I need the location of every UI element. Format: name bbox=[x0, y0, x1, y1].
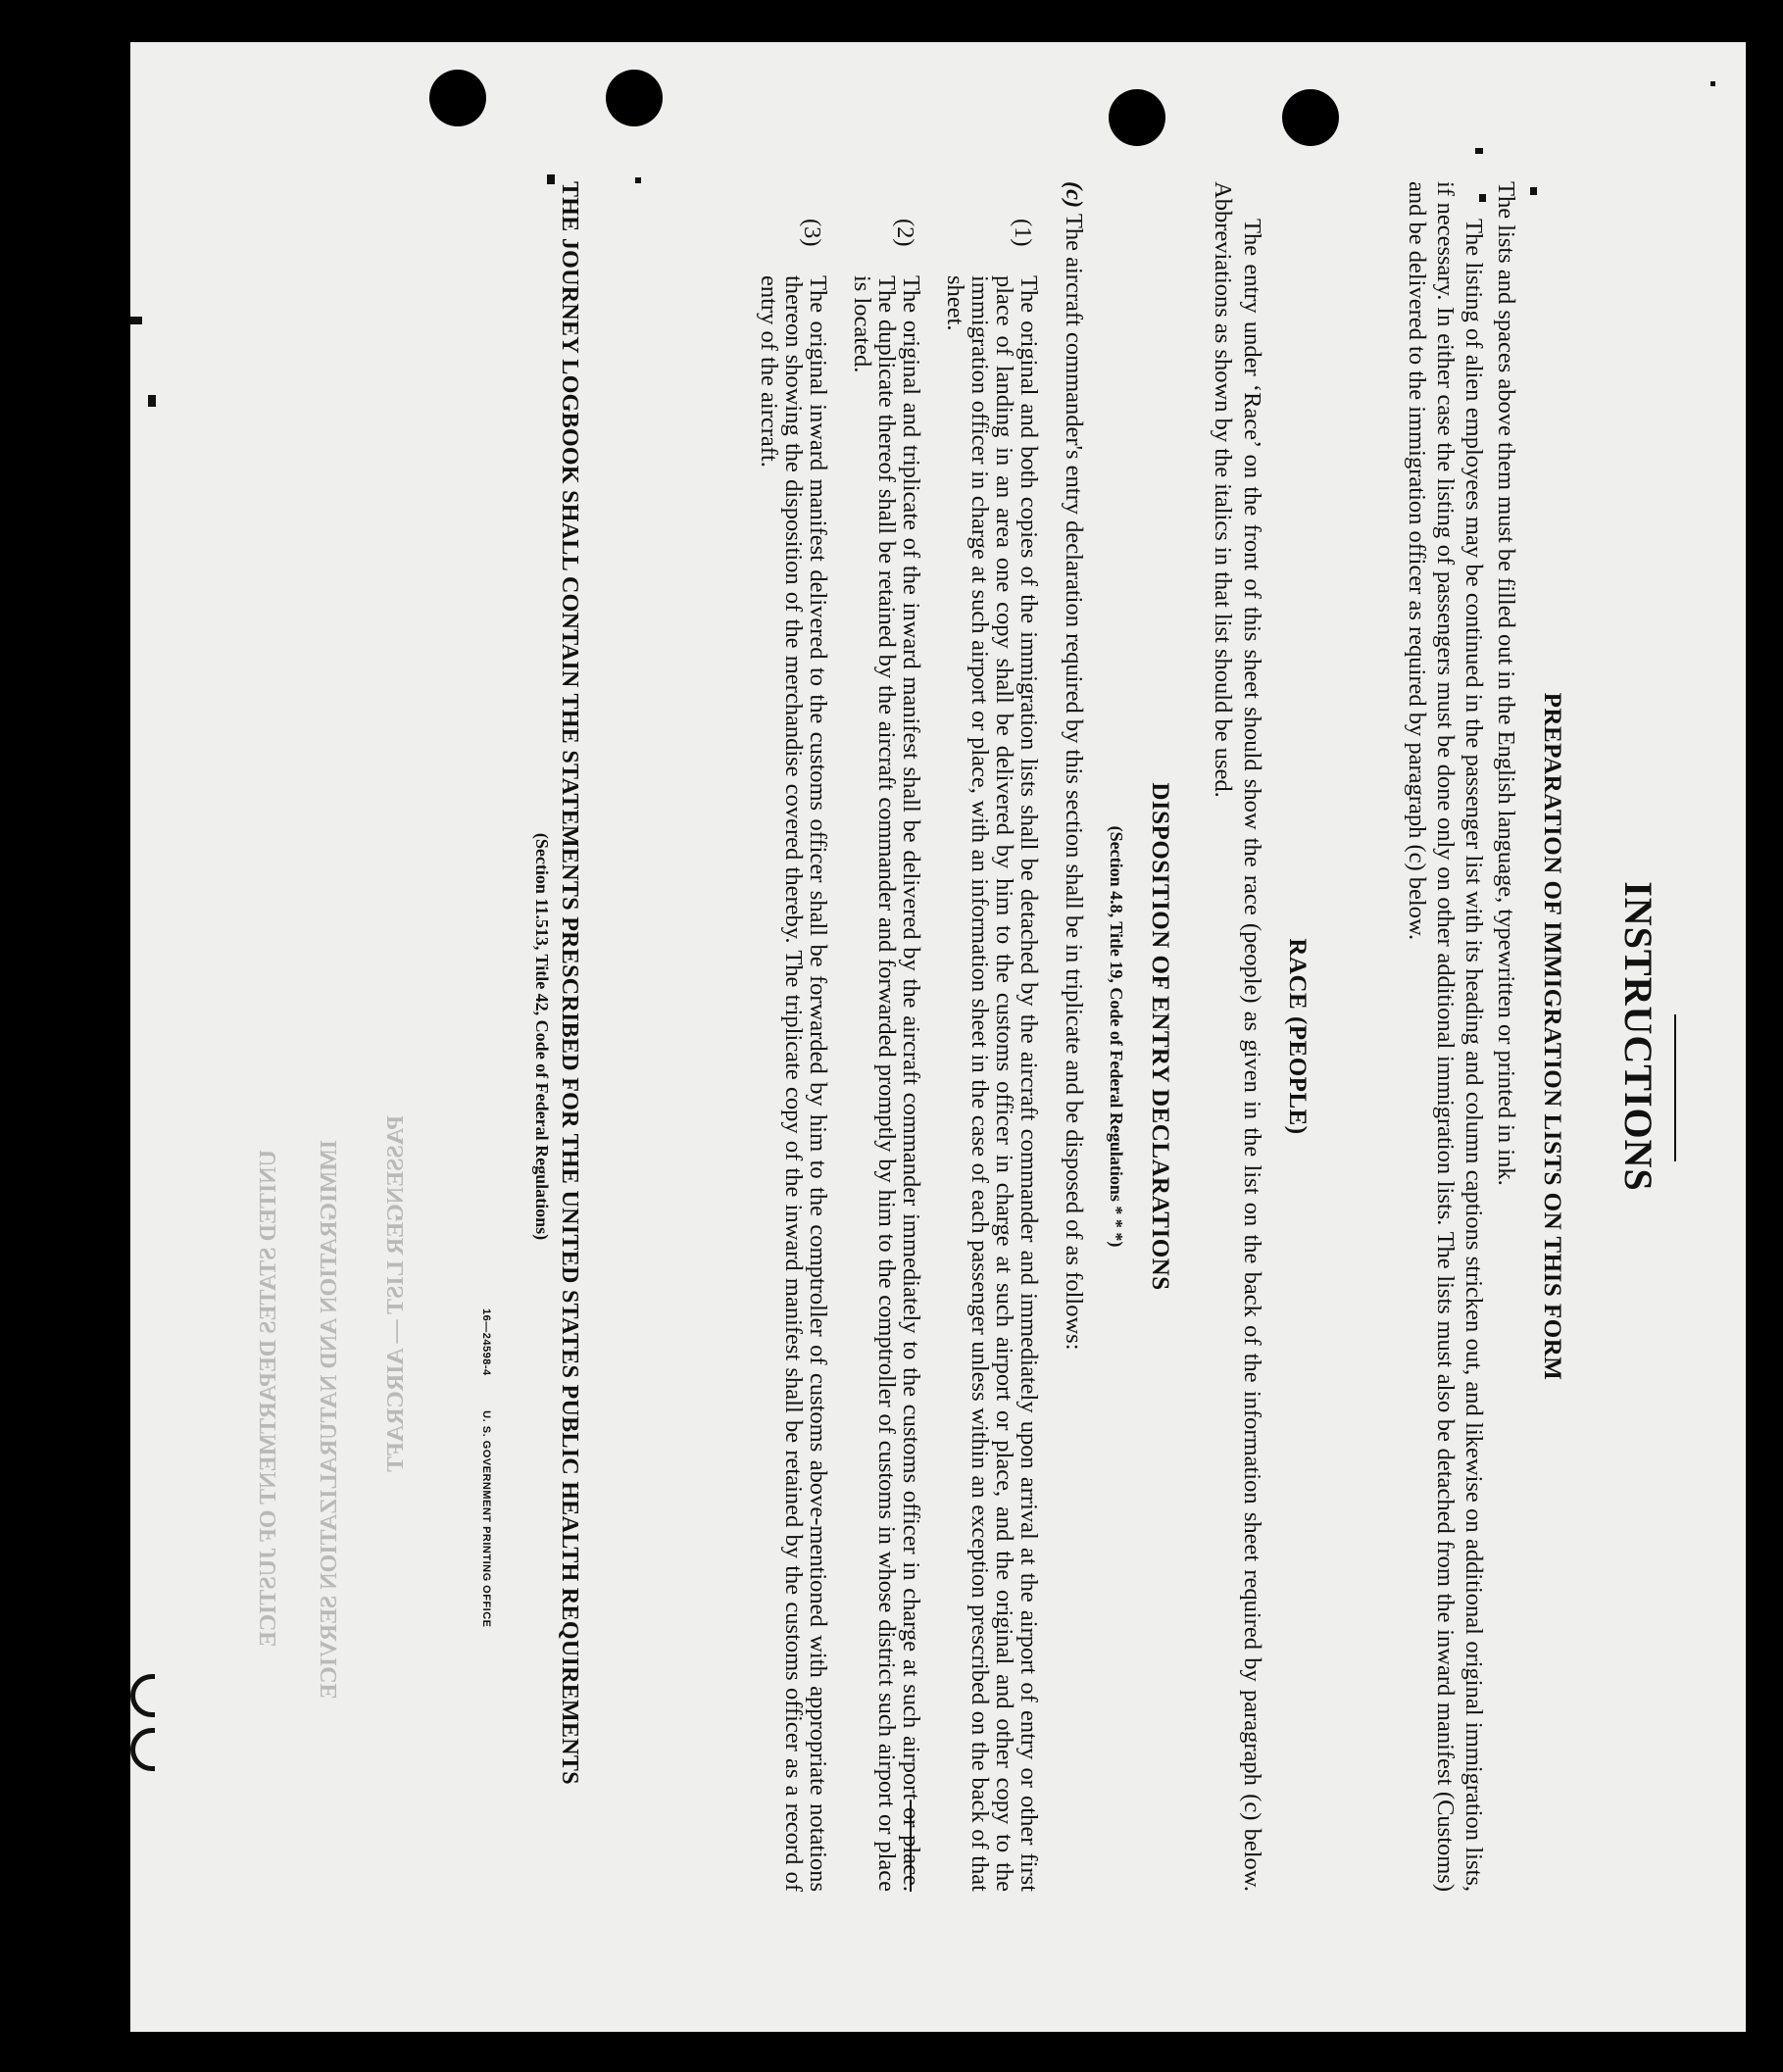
item-text: The original inward manifest delivered to the customs officer shall be forwarded by him to the comptroller of customs above-mentioned with appropriate notations thereon showing the disposition of the merchandise covered thereby. The triplicate copy of the inward manifest shall be retained by the customs officer as a record of entry of the aircraft. bbox=[756, 275, 831, 1892]
disposition-item-3 bbox=[757, 181, 830, 1892]
race-paragraph: The entry under ‘Race’ on the front of this sheet should show the race (people) as given in the list on the back of the information sheet required by paragraph (c) below. Abbreviations as shown by the italics in that list should be used. bbox=[1210, 181, 1265, 1892]
struck-text: or place. bbox=[898, 1800, 924, 1892]
item-text-part-a: The original and triplicate of the inward manifest shall be delivered by the aircraft commander immediately to the customs officer in charge at such airport bbox=[898, 275, 924, 1801]
disposition-citation: (Section 4.8, Title 19, Code of Federal Regulations * * *) bbox=[1107, 825, 1126, 1248]
printer-imprint bbox=[468, 1308, 505, 1628]
punch-hole bbox=[1109, 89, 1165, 146]
preparation-paragraph-1: The lists and spaces above them must be filled out in the English language, typewritten or printed in ink. bbox=[1493, 181, 1519, 1186]
form-number: 16—24598-4 bbox=[480, 1308, 492, 1376]
item-number: (1) bbox=[1010, 219, 1036, 247]
punch-hole bbox=[606, 70, 663, 126]
punch-hole bbox=[429, 70, 486, 126]
punch-hole bbox=[1282, 89, 1339, 146]
bleed-through: UNITED STATES DEPARTMENT OF JUSTICE bbox=[256, 1150, 281, 1648]
bleed-through: PASSENGER LIST — AIRCRAFT bbox=[383, 1115, 409, 1472]
ink-speck bbox=[1475, 148, 1483, 154]
ink-speck bbox=[130, 317, 142, 324]
bleed-through: IMMIGRATION AND NATURALIZATION SERVICE bbox=[317, 1140, 342, 1700]
item-text: The original and both copies of the immigration lists shall be detached by the aircraft commander and immediately upon arrival at the airport of entry or other first place of landing in an area one copy shall be delivered by him to the customs officer in charge at such airport or place, and the original and other copy to the immigration officer in charge at such airport or place, with an information sheet in the case of each passenger unless within an exception prescribed on the back of that sheet. bbox=[942, 275, 1042, 1892]
ink-speck bbox=[1710, 81, 1715, 86]
disposition-c-paragraph bbox=[1055, 181, 1092, 1892]
footer-citation: (Section 11.513, Title 42, Code of Federal Regulations) bbox=[532, 832, 552, 1241]
item-text-part-b: The duplicate thereof shall be retained by the aircraft commander and forwarded promptly by him to the comptroller of customs in whose district such airport or place is located. bbox=[849, 275, 900, 1892]
item-number: (2) bbox=[892, 219, 918, 247]
ink-speck bbox=[148, 395, 156, 407]
item-text bbox=[850, 275, 923, 1892]
preparation-heading: PREPARATION OF IMMIGRATION LISTS ON THIS FORM bbox=[1539, 692, 1565, 1381]
paragraph-c-label: (c) bbox=[1061, 181, 1087, 209]
disposition-heading: DISPOSITION OF ENTRY DECLARATIONS bbox=[1147, 782, 1173, 1291]
footer-statement: THE JOURNEY LOGBOOK SHALL CONTAIN THE STATEMENTS PRESCRIBED FOR THE UNITED STATES PUBLIC HEALTH REQUIREMENTS bbox=[557, 181, 582, 1785]
preparation-paragraph-2: The listing of alien employees may be continued in the passenger list with its heading and column captions stricken out, and likewise on additional original immigration lists, if necessary. In either case the listing of passengers must be done only on other additional immigration lists. The lists must also be detached from the inward manifest (Customs) and be delivered to the immigration officer as required by paragraph (c) below. bbox=[1404, 181, 1487, 1892]
disposition-item-1 bbox=[943, 181, 1041, 1892]
instructions-content bbox=[353, 181, 1676, 1892]
paragraph-c-text: The aircraft commander's entry declaration required by this section shall be in triplicate and be disposed of as follows: bbox=[1061, 213, 1087, 1351]
race-heading: RACE (PEOPLE) bbox=[1284, 938, 1311, 1135]
document-title: INSTRUCTIONS bbox=[1616, 881, 1660, 1192]
item-number: (3) bbox=[799, 219, 825, 247]
printing-office: U. S. GOVERNMENT PRINTING OFFICE bbox=[480, 1410, 492, 1628]
disposition-item-2 bbox=[850, 181, 923, 1892]
pencil-mark bbox=[130, 1728, 155, 1771]
pencil-mark bbox=[130, 1674, 155, 1717]
title-rule bbox=[1674, 1014, 1676, 1161]
